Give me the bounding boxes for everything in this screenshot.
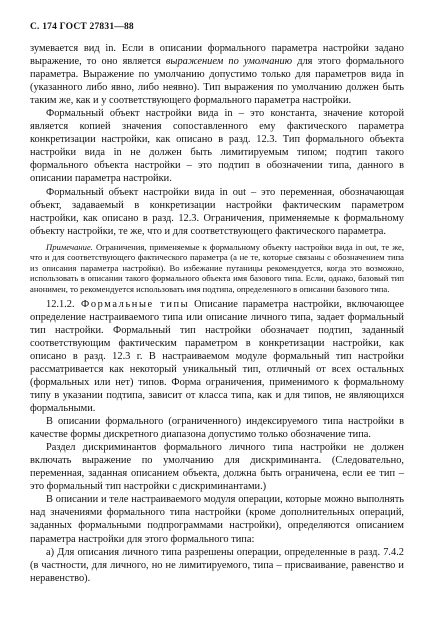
paragraph-1: [30, 42, 404, 107]
body-text: [30, 42, 404, 585]
paragraph-2: Формальный объект настройки вида in – это константа, значение которой является копией значения сопоставленного ему фактического параметра конкретизации настройки, как описано в разд. 12.3. Тип формального объекта настройки вида in не должен быть лимитируемым типом; подтип такого формального объекта настройки – это подтип в обозначении типа, данного в описании параметра настройки.: [30, 108, 404, 185]
section-title: Формальные типы: [74, 298, 190, 310]
paragraph-7: В описании и теле настраиваемого модуля операции, которые можно выполнять над значениями формального типа настройки (кроме дополнительных операций, заданных формальными подпрограммами настройки), определяются описанием параметра настройки для этого формального типа:: [30, 494, 404, 545]
section-text: Описание параметра настройки, включающее определение настраиваемого типа или описание личного типа, задает формальный тип настройки. Формальный тип настройки обозначает подтип, заданный соответствующим фактическим параметром в конкретизации настройки, как описано в разд. 12.3 г. В настраиваемом модуле формальный тип настройки рассматривается как некоторый уникальный тип, отличный от всех остальных (формальных или нет) типов. Форма ограничения, применимого к формальному типу в указании подтипа, зависит от класса типа, как и для типов, не являющихся формальными.: [30, 298, 404, 415]
paragraph-3: Формальный объект настройки вида in out – это переменная, обозначающая объект, задаваемый в конкретизации настройки фактическим параметром настройки, как описано в разд. 12.3. Ограничения, применяемые к формальному объекту настройки, те же, что и для соответствующего фактического параметра.: [30, 186, 404, 237]
note-paragraph: [30, 242, 404, 295]
note-label: Примечание.: [46, 241, 93, 252]
paragraph-5: В описании формального (ограниченного) индексируемого типа настройки в качестве формы дискретного диапазона допустимо только обозначение типа.: [30, 416, 404, 441]
section-heading-paragraph: [30, 298, 404, 415]
note-text: Ограничения, применяемые к формальному объекту настройки вида in out, те же, что и для соответствующего фактического параметра (а не те, которые связаны с обозначением типа из описания параметра настройки). Во избежание путаницы рекомендуется, когда это возможно, использовать в описании такого формального объекта имя базового типа. Если, однако, базовый тип анонимен, то рекомендуется использовать имя подтипа, определенного в описании базового типа.: [30, 241, 404, 295]
page-header: С. 174 ГОСТ 27831—88: [30, 22, 134, 32]
paragraph-1-tail: для этого формального параметра. Выражение по умолчанию допустимо только для параметров вида in (указанного либо явно, либо неявно). Тип выражения по умолчанию должен быть таким же, как и у соответствующего формального параметра настройки.: [30, 56, 404, 107]
paragraph-6: Раздел дискриминантов формального личного типа настройки не должен включать выражение по умолчанию для дискриминанта. (Следовательно, переменная, заданная описанием объекта, должна быть ограничена, если ее тип – это формальный тип настройки с дискриминантами.): [30, 442, 404, 493]
paragraph-1-emphasis: выражением по умолчанию: [165, 56, 293, 68]
paragraph-8: а) Для описания личного типа разрешены операции, определенные в разд. 7.4.2 (в частности, для личного, но не лимитируемого, типа – присваивание, равенство и неравенство).: [30, 546, 404, 584]
section-number: 12.1.2.: [46, 298, 75, 310]
paragraph-1-text: зумевается вид in. Если в описании формального параметра настройки задано выражение, то оно является: [30, 43, 404, 68]
